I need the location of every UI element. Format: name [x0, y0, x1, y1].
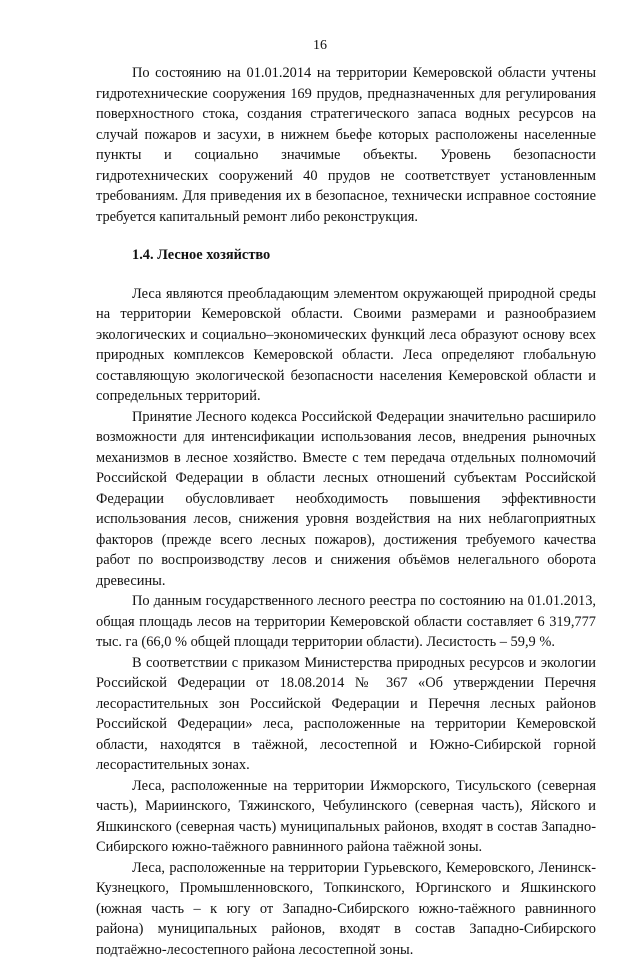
page-number: 16 — [0, 38, 640, 54]
paragraph-forests-role: Леса являются преобладающим элементом окружающей природной среды на территории Кемеровской области. Своими размерами и разнообразием экологических и социально–экономических функций леса образуют основу всех природных комплексов Кемеровской области. Леса определяют глобальную составляющую экологической безопасности населения Кемеровской области и сопредельных территорий. — [96, 284, 596, 407]
paragraph-ponds: По состоянию на 01.01.2014 на территории Кемеровской области учтены гидротехнические сооружения 169 прудов, предназначенных для регулирования поверхностного стока, создания стратегического запаса водных ресурсов на случай пожаров и засухи, в нижнем бьефе которых расположены населенные пункты и социально значимые объекты. Уровень безопасности гидротехнических сооружений 40 прудов не соответствует установленным требованиям. Для приведения их в безопасное, технически исправное состояние требуется капитальный ремонт либо реконструкция. — [96, 63, 596, 227]
paragraph-forest-steppe-zone: Леса, расположенные на территории Гурьевского, Кемеровского, Ленинск-Кузнецкого, Промышленновского, Топкинского, Юргинского и Яшкинского (южная часть – к югу от Западно-Сибирского южно-таёжного равнинного района) муниципальных районов, входят в состав Западно-Сибирского подтаёжно-лесостепного района лесостепной зоны. — [96, 858, 596, 960]
page-content — [96, 63, 596, 960]
section-heading: 1.4. Лесное хозяйство — [96, 245, 596, 266]
paragraph-forest-area: По данным государственного лесного реестра по состоянию на 01.01.2013, общая площадь лесов на территории Кемеровской области составляет 6 319,777 тыс. га (66,0 % общей площади территории области). Лесистость – 59,9 %. — [96, 591, 596, 653]
paragraph-ministry-order: В соответствии с приказом Министерства природных ресурсов и экологии Российской Федерации от 18.08.2014 № 367 «Об утверждении Перечня лесорастительных зон Российской Федерации и Перечня лесных районов Российской Федерации» леса, расположенные на территории Кемеровской области, находятся в таёжной, лесостепной и Южно-Сибирской горной лесорастительных зонах. — [96, 653, 596, 776]
paragraph-taiga-zone: Леса, расположенные на территории Ижморского, Тисульского (северная часть), Мариинского, Тяжинского, Чебулинского (северная часть), Яйского и Яшкинского (северная часть) муниципальных районов, входят в состав Западно-Сибирского южно-таёжного равнинного района таёжной зоны. — [96, 776, 596, 858]
paragraph-forest-code: Принятие Лесного кодекса Российской Федерации значительно расширило возможности для интенсификации использования лесов, внедрения рыночных механизмов в лесное хозяйство. Вместе с тем передача отдельных полномочий Российской Федерации в области лесных отношений субъектам Российской Федерации обусловливает необходимость повышения эффективности использования лесов, снижения уровня воздействия на них неблагоприятных факторов (прежде всего лесных пожаров), достижения требуемого качества работ по воспроизводству лесов и снижения объёмов нелегального оборота древесины. — [96, 407, 596, 592]
